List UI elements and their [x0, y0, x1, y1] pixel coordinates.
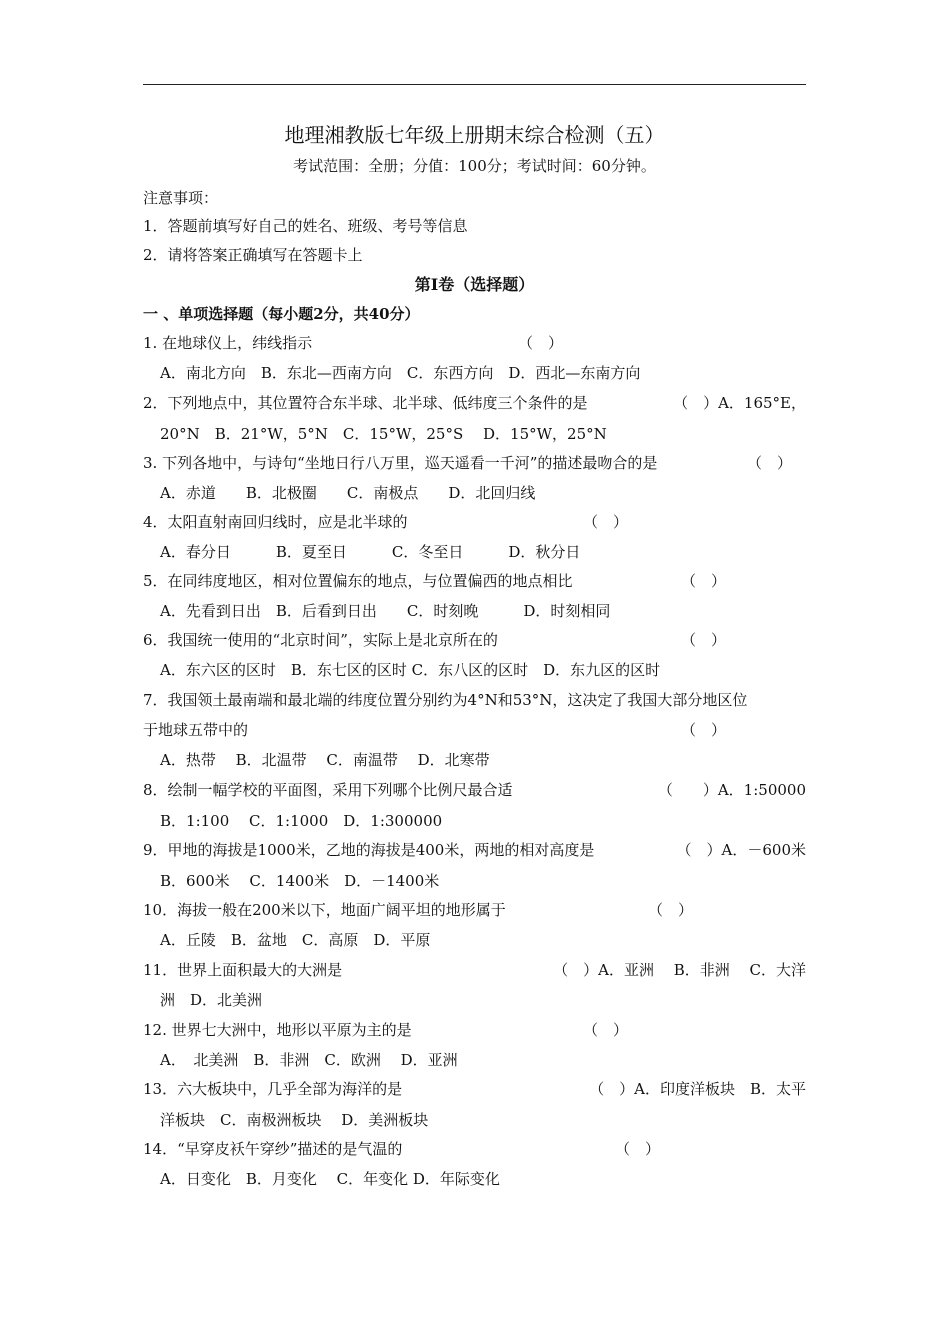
- answer-blank: （ ）: [518, 334, 564, 352]
- stem-text: 13．六大板块中，几乎全部为海洋的是: [143, 1080, 403, 1098]
- question-3-options: A．赤道 B．北极圈 C．南极点 D．北回归线: [160, 484, 536, 502]
- question-8-options: B．1:100 C．1:1000 D．1:300000: [160, 812, 443, 830]
- answer-blank: （ ）: [681, 631, 727, 649]
- question-9-options: B．600米 C．1400米 D．－1400米: [160, 872, 440, 890]
- question-14-stem: [143, 1138, 806, 1160]
- question-1-stem: [143, 332, 806, 354]
- stem-text: 9．甲地的海拔是1000米，乙地的海拔是400米，两地的相对高度是: [143, 841, 595, 859]
- question-5-options: A．先看到日出 B．后看到日出 C．时刻晚 D．时刻相同: [160, 602, 611, 620]
- stem-text: 3. 下列各地中，与诗句“坐地日行八万里，巡天遥看一千河”的描述最吻合的是: [143, 454, 658, 472]
- stem-text: 14．“早穿皮袄午穿纱”描述的是气温的: [143, 1140, 403, 1158]
- question-6-options: A．东六区的区时 B．东七区的区时 C．东八区的区时 D．东九区的区时: [160, 661, 661, 679]
- answer-blank: （ ）A．－600米: [676, 841, 806, 859]
- question-4-options: A．春分日 B．夏至日 C．冬至日 D．秋分日: [160, 543, 581, 561]
- question-13-stem: [143, 1078, 806, 1100]
- stem-text: 6．我国统一使用的“北京时间”，实际上是北京所在的: [143, 631, 498, 649]
- stem-text: 5．在同纬度地区，相对位置偏东的地点，与位置偏西的地点相比: [143, 572, 573, 590]
- answer-blank: （ ）: [648, 901, 694, 919]
- question-4-stem: [143, 511, 806, 533]
- answer-blank: （ ）A．165°E，: [673, 394, 806, 412]
- question-2-options: 20°N B．21°W，5°N C．15°W，25°S D．15°W，25°N: [160, 425, 607, 443]
- stem-text: 于地球五带中的: [143, 721, 249, 739]
- stem-text: 12. 世界七大洲中，地形以平原为主的是: [143, 1021, 412, 1039]
- question-10-stem: [143, 899, 806, 921]
- question-10-options: A．丘陵 B．盆地 C．高原 D．平原: [160, 931, 431, 949]
- answer-blank: （ ）: [681, 721, 727, 739]
- stem-text: 4．太阳直射南回归线时，应是北半球的: [143, 513, 408, 531]
- answer-blank: （ ）: [615, 1140, 661, 1158]
- question-6-stem: [143, 629, 806, 651]
- notice-item: 1．答题前填写好自己的姓名、班级、考号等信息: [143, 217, 468, 235]
- stem-text: 8．绘制一幅学校的平面图，采用下列哪个比例尺最合适: [143, 781, 513, 799]
- question-3-stem: [143, 452, 806, 474]
- question-7-stem-cont: [143, 719, 806, 741]
- part-title: 第Ⅰ卷（选择题）: [414, 275, 535, 294]
- answer-blank: （ ）: [583, 513, 629, 531]
- answer-blank: （ ）: [746, 454, 792, 472]
- answer-blank: （ ）: [583, 1021, 629, 1039]
- answer-blank: （ ）A．亚洲 B．非洲 C．大洋: [553, 961, 806, 979]
- question-5-stem: [143, 570, 806, 592]
- answer-blank: （ ）A．1:50000: [657, 781, 806, 799]
- question-14-options: A．日变化 B．月变化 C．年变化 D．年际变化: [160, 1170, 500, 1188]
- answer-blank: （ ）A．印度洋板块 B．太平: [589, 1080, 806, 1098]
- question-8-stem: [143, 779, 806, 801]
- question-1-options: A．南北方向 B．东北—西南方向 C．东西方向 D．西北—东南方向: [160, 364, 641, 382]
- stem-text: 1. 在地球仪上，纬线指示: [143, 334, 313, 352]
- question-11-stem: [143, 959, 806, 981]
- stem-text: 10．海拔一般在200米以下，地面广阔平坦的地形属于: [143, 901, 506, 919]
- question-9-stem: [143, 839, 806, 861]
- question-12-stem: [143, 1019, 806, 1041]
- question-12-options: A． 北美洲 B．非洲 C．欧洲 D．亚洲: [160, 1051, 458, 1069]
- stem-text: 2．下列地点中，其位置符合东半球、北半球、低纬度三个条件的是: [143, 394, 588, 412]
- stem-text: 11．世界上面积最大的大洲是: [143, 961, 343, 979]
- notice-item: 2．请将答案正确填写在答题卡上: [143, 246, 363, 264]
- question-2-stem: [143, 392, 806, 414]
- question-13-options: 洋板块 C．南极洲板块 D．美洲板块: [160, 1111, 429, 1129]
- question-7-options: A．热带 B．北温带 C．南温带 D．北寒带: [160, 751, 490, 769]
- header-rule: [143, 84, 806, 85]
- question-11-options: 洲 D．北美洲: [160, 991, 263, 1009]
- exam-info: 考试范围：全册；分值：100分；考试时间：60分钟。: [293, 157, 656, 175]
- section-title: 一 、单项选择题（每小题2分，共40分）: [143, 305, 420, 323]
- page-title: 地理湘教版七年级上册期末综合检测（五）: [284, 123, 665, 147]
- question-7-stem: 7．我国领土最南端和最北端的纬度位置分别约为4°N和53°N，这决定了我国大部分地区位: [143, 691, 748, 709]
- notice-heading: 注意事项：: [143, 189, 219, 207]
- answer-blank: （ ）: [681, 572, 727, 590]
